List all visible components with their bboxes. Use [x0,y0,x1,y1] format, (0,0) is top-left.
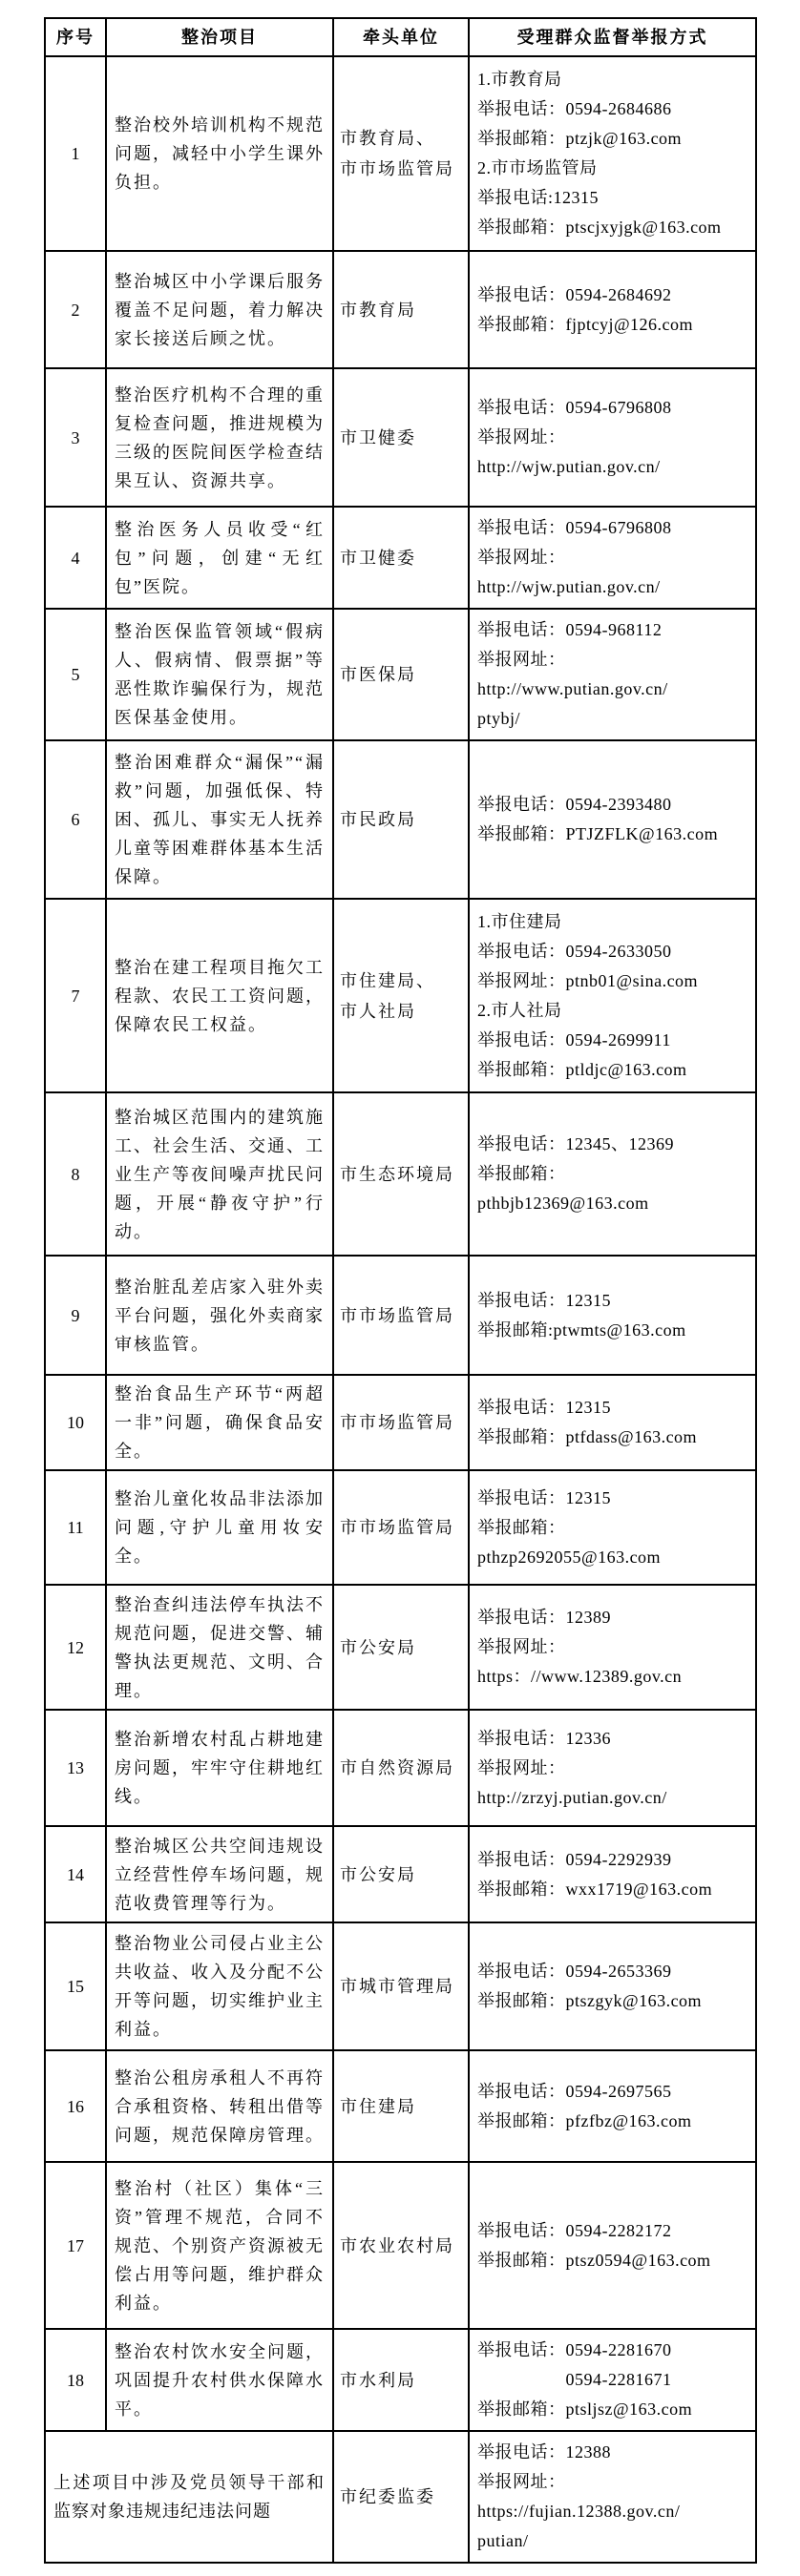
lead-unit-line: 市农业农村局 [340,2235,454,2255]
row-number: 9 [45,1256,106,1375]
report-method-cell [469,2050,756,2162]
row-number: 1 [45,56,106,251]
report-method-cell [469,1826,756,1922]
report-method-line: 举报邮箱：ptsljsz@163.com [477,2399,693,2419]
table-row [45,2329,756,2431]
report-method-line: 举报电话：12315 [477,1290,611,1310]
lead-unit-line: 市市场监管局 [340,1305,454,1325]
report-method-line: ptybj/ [477,709,521,728]
report-method-line: 举报邮箱:ptwmts@163.com [477,1319,686,1340]
report-method-line: 举报邮箱：wxx1719@163.com [477,1879,713,1899]
report-method-cell [469,1922,756,2050]
table-row [45,507,756,609]
project-cell: 整治医务人员收受“红包”问题，创建“无红包”医院。 [106,507,333,609]
report-method-line: 举报网址： [477,427,566,447]
lead-unit-line: 市自然资源局 [340,1758,454,1777]
report-method-line: 举报电话：0594-968112 [477,620,663,639]
report-method-line: 举报电话：12315 [477,1487,611,1507]
report-method-line: 举报电话：12345、12369 [477,1134,674,1153]
table-row [45,899,756,1092]
report-method-line: 举报电话：12336 [477,1728,611,1748]
lead-unit-line: 市市场监管局 [340,1518,454,1537]
project-cell: 整治在建工程项目拖欠工程款、农民工工资问题，保障农民工权益。 [106,899,333,1092]
report-method-cell [469,251,756,368]
lead-unit-line: 市市场监管局 [340,159,454,178]
report-method-line: putian/ [477,2531,529,2550]
lead-unit-cell [333,1256,469,1375]
row-number: 17 [45,2162,106,2329]
report-method-line: 举报电话：0594-2282172 [477,2220,672,2240]
report-method-line: 2.市人社局 [477,1000,562,1020]
table-row [45,1256,756,1375]
report-method-line: 1.市教育局 [477,70,562,89]
row-number: 15 [45,1922,106,2050]
report-method-cell [469,609,756,740]
report-method-cell [469,2162,756,2329]
report-method-line: 举报邮箱：PTJZFLK@163.com [477,824,719,843]
table-row [45,1710,756,1826]
row-number: 18 [45,2329,106,2431]
report-method-line: 举报电话：12315 [477,1398,611,1417]
table-row [45,1922,756,2050]
table-row [45,1092,756,1256]
report-method-line: 举报电话：0594-2684692 [477,284,672,304]
report-method-line: https://fujian.12388.gov.cn/ [477,2502,681,2521]
lead-unit-cell [333,899,469,1092]
report-method-line: 举报邮箱：ptszgyk@163.com [477,1991,703,2010]
lead-unit-line: 市公安局 [340,1637,416,1657]
report-method-line: 举报邮箱：ptscjxyjgk@163.com [477,218,722,237]
report-method-line: http://www.putian.gov.cn/ [477,679,668,698]
lead-unit-line: 市市场监管局 [340,1413,454,1432]
project-cell: 整治农村饮水安全问题，巩固提升农村供水保障水平。 [106,2329,333,2431]
lead-unit-cell [333,1092,469,1256]
table-row [45,2431,756,2563]
report-method-line: 0594-2281671 [477,2370,672,2389]
row-number: 16 [45,2050,106,2162]
lead-unit-cell [333,251,469,368]
row-number: 3 [45,368,106,507]
lead-unit-line: 市住建局 [340,2096,416,2116]
table-row [45,740,756,899]
lead-unit-cell [333,1710,469,1826]
project-cell: 整治村（社区）集体“三资”管理不规范，合同不规范、个别资产资源被无偿占用等问题，维护群众利益。 [106,2162,333,2329]
report-method-line: pthzp2692055@163.com [477,1547,662,1567]
report-method-line: 举报网址： [477,548,566,567]
report-method-line: 举报电话：0594-2292939 [477,1849,672,1869]
table-body [45,56,756,2563]
table-row [45,2050,756,2162]
report-method-line: https：//www.12389.gov.cn [477,1667,683,1686]
row-number: 12 [45,1585,106,1710]
header-row [45,18,756,56]
report-method-line: 举报邮箱： [477,1164,566,1183]
lead-unit-line: 市纪委监委 [340,2487,435,2506]
lead-unit-line: 市医保局 [340,665,416,684]
project-cell: 整治城区范围内的建筑施工、社会生活、交通、工业生产等夜间噪声扰民问题，开展“静夜守护”行动。 [106,1092,333,1256]
project-cell: 整治食品生产环节“两超一非”问题，确保食品安全。 [106,1375,333,1470]
report-method-line: 举报网址： [477,650,566,669]
project-cell: 整治医保监管领域“假病人、假病情、假票据”等恶性欺诈骗保行为，规范医保基金使用。 [106,609,333,740]
report-method-line: 举报邮箱：pfzfbz@163.com [477,2110,692,2130]
table-row [45,56,756,251]
report-method-cell [469,899,756,1092]
project-cell: 整治城区公共空间违规设立经营性停车场问题，规范收费管理等行为。 [106,1826,333,1922]
lead-unit-line: 市住建局、 [340,970,435,990]
lead-unit-cell [333,2050,469,2162]
report-method-line: 举报邮箱：ptsz0594@163.com [477,2250,711,2270]
report-method-line: 举报网址：ptnb01@sina.com [477,970,699,990]
report-method-line: http://wjw.putian.gov.cn/ [477,457,661,476]
lead-unit-line: 市卫健委 [340,548,416,568]
lead-unit-line: 市城市管理局 [340,1977,454,1996]
report-method-cell [469,740,756,899]
lead-unit-cell [333,507,469,609]
report-method-line: 举报邮箱： [477,1517,566,1537]
table-row [45,609,756,740]
lead-unit-cell [333,1585,469,1710]
report-method-cell [469,1710,756,1826]
report-method-line: 1.市住建局 [477,911,562,931]
lead-unit-line: 市公安局 [340,1864,416,1884]
row-number: 4 [45,507,106,609]
row-number: 6 [45,740,106,899]
report-method-line: 举报电话:12315 [477,188,600,207]
row-number: 5 [45,609,106,740]
report-method-line: 2.市市场监管局 [477,158,598,177]
row-number: 2 [45,251,106,368]
lead-unit-line: 市教育局 [340,300,416,320]
header-report-method: 受理群众监督举报方式 [469,18,756,56]
row-number: 13 [45,1710,106,1826]
lead-unit-line: 市民政局 [340,810,416,829]
report-method-line: 举报电话：0594-2393480 [477,795,672,814]
report-method-cell [469,1092,756,1256]
lead-unit-line: 市卫健委 [340,427,416,447]
project-cell: 整治脏乱差店家入驻外卖平台问题，强化外卖商家审核监管。 [106,1256,333,1375]
lead-unit-cell [333,1470,469,1585]
lead-unit-cell [333,740,469,899]
project-cell: 整治公租房承租人不再符合承租资格、转租出借等问题，规范保障房管理。 [106,2050,333,2162]
report-method-cell [469,1585,756,1710]
lead-unit-cell [333,56,469,251]
report-method-line: http://wjw.putian.gov.cn/ [477,577,661,596]
row-number: 8 [45,1092,106,1256]
report-method-line: pthbjb12369@163.com [477,1194,649,1213]
lead-unit-cell [333,368,469,507]
report-method-cell [469,1375,756,1470]
table-row [45,251,756,368]
project-cell: 整治物业公司侵占业主公共收益、收入及分配不公开等问题，切实维护业主利益。 [106,1922,333,2050]
report-method-cell [469,507,756,609]
lead-unit-cell [333,609,469,740]
report-method-line: 举报电话：12388 [477,2442,611,2462]
lead-unit-cell [333,2431,469,2563]
header-project: 整治项目 [106,18,333,56]
report-method-line: 举报邮箱：ptzjk@163.com [477,129,683,148]
report-method-line: 举报电话：0594-2653369 [477,1962,672,1981]
report-method-line: 举报网址： [477,1757,566,1777]
report-method-cell [469,2431,756,2563]
lead-unit-cell [333,1375,469,1470]
report-method-line: 举报电话：0594-2699911 [477,1029,671,1049]
table-row [45,1826,756,1922]
report-method-line: 举报网址： [477,1637,566,1656]
row-number: 7 [45,899,106,1092]
project-cell: 整治校外培训机构不规范问题，减轻中小学生课外负担。 [106,56,333,251]
header-serial-number: 序号 [45,18,106,56]
project-cell: 整治困难群众“漏保”“漏救”问题，加强低保、特困、孤儿、事实无人抚养儿童等困难群体基本生活保障。 [106,740,333,899]
header-lead-unit: 牵头单位 [333,18,469,56]
table-row [45,1585,756,1710]
project-cell: 整治儿童化妆品非法添加问题,守护儿童用妆安全。 [106,1470,333,1585]
report-method-line: 举报电话：0594-6796808 [477,518,672,537]
row-number: 14 [45,1826,106,1922]
lead-unit-cell [333,2162,469,2329]
project-cell: 整治医疗机构不合理的重复检查问题，推进规模为三级的医院间医学检查结果互认、资源共享。 [106,368,333,507]
lead-unit-line: 市生态环境局 [340,1164,454,1184]
project-cell: 整治查纠违法停车执法不规范问题，促进交警、辅警执法更规范、文明、合理。 [106,1585,333,1710]
project-cell: 上述项目中涉及党员领导干部和监察对象违规违纪违法问题 [45,2431,333,2563]
table-row [45,2162,756,2329]
report-method-line: 举报邮箱：ptldjc@163.com [477,1059,687,1079]
report-method-line: 举报电话：0594-2684686 [477,99,672,118]
row-number: 10 [45,1375,106,1470]
table-header [45,18,756,56]
report-method-line: 举报邮箱：fjptcyj@126.com [477,314,694,334]
report-method-cell [469,1470,756,1585]
table-row [45,1470,756,1585]
lead-unit-cell [333,1922,469,2050]
report-method-cell [469,56,756,251]
report-method-line: 举报网址： [477,2472,566,2491]
lead-unit-cell [333,1826,469,1922]
report-method-line: 举报电话：0594-2633050 [477,941,672,961]
lead-unit-line: 市人社局 [340,1001,416,1021]
lead-unit-cell [333,2329,469,2431]
rectification-projects-table [44,17,757,2564]
report-method-line: 举报电话：12389 [477,1608,611,1627]
project-cell: 整治新增农村乱占耕地建房问题，牢牢守住耕地红线。 [106,1710,333,1826]
project-cell: 整治城区中小学课后服务覆盖不足问题，着力解决家长接送后顾之忧。 [106,251,333,368]
report-method-cell [469,368,756,507]
table-row [45,1375,756,1470]
report-method-line: http://zrzyj.putian.gov.cn/ [477,1787,667,1807]
lead-unit-line: 市教育局、 [340,129,435,148]
report-method-line: 举报电话：0594-6796808 [477,398,672,417]
row-number: 11 [45,1470,106,1585]
lead-unit-line: 市水利局 [340,2370,416,2390]
report-method-line: 举报电话：0594-2281670 [477,2340,672,2359]
report-method-cell [469,1256,756,1375]
report-method-line: 举报邮箱：ptfdass@163.com [477,1427,698,1446]
table-row [45,368,756,507]
report-method-line: 举报电话：0594-2697565 [477,2081,672,2101]
report-method-cell [469,2329,756,2431]
